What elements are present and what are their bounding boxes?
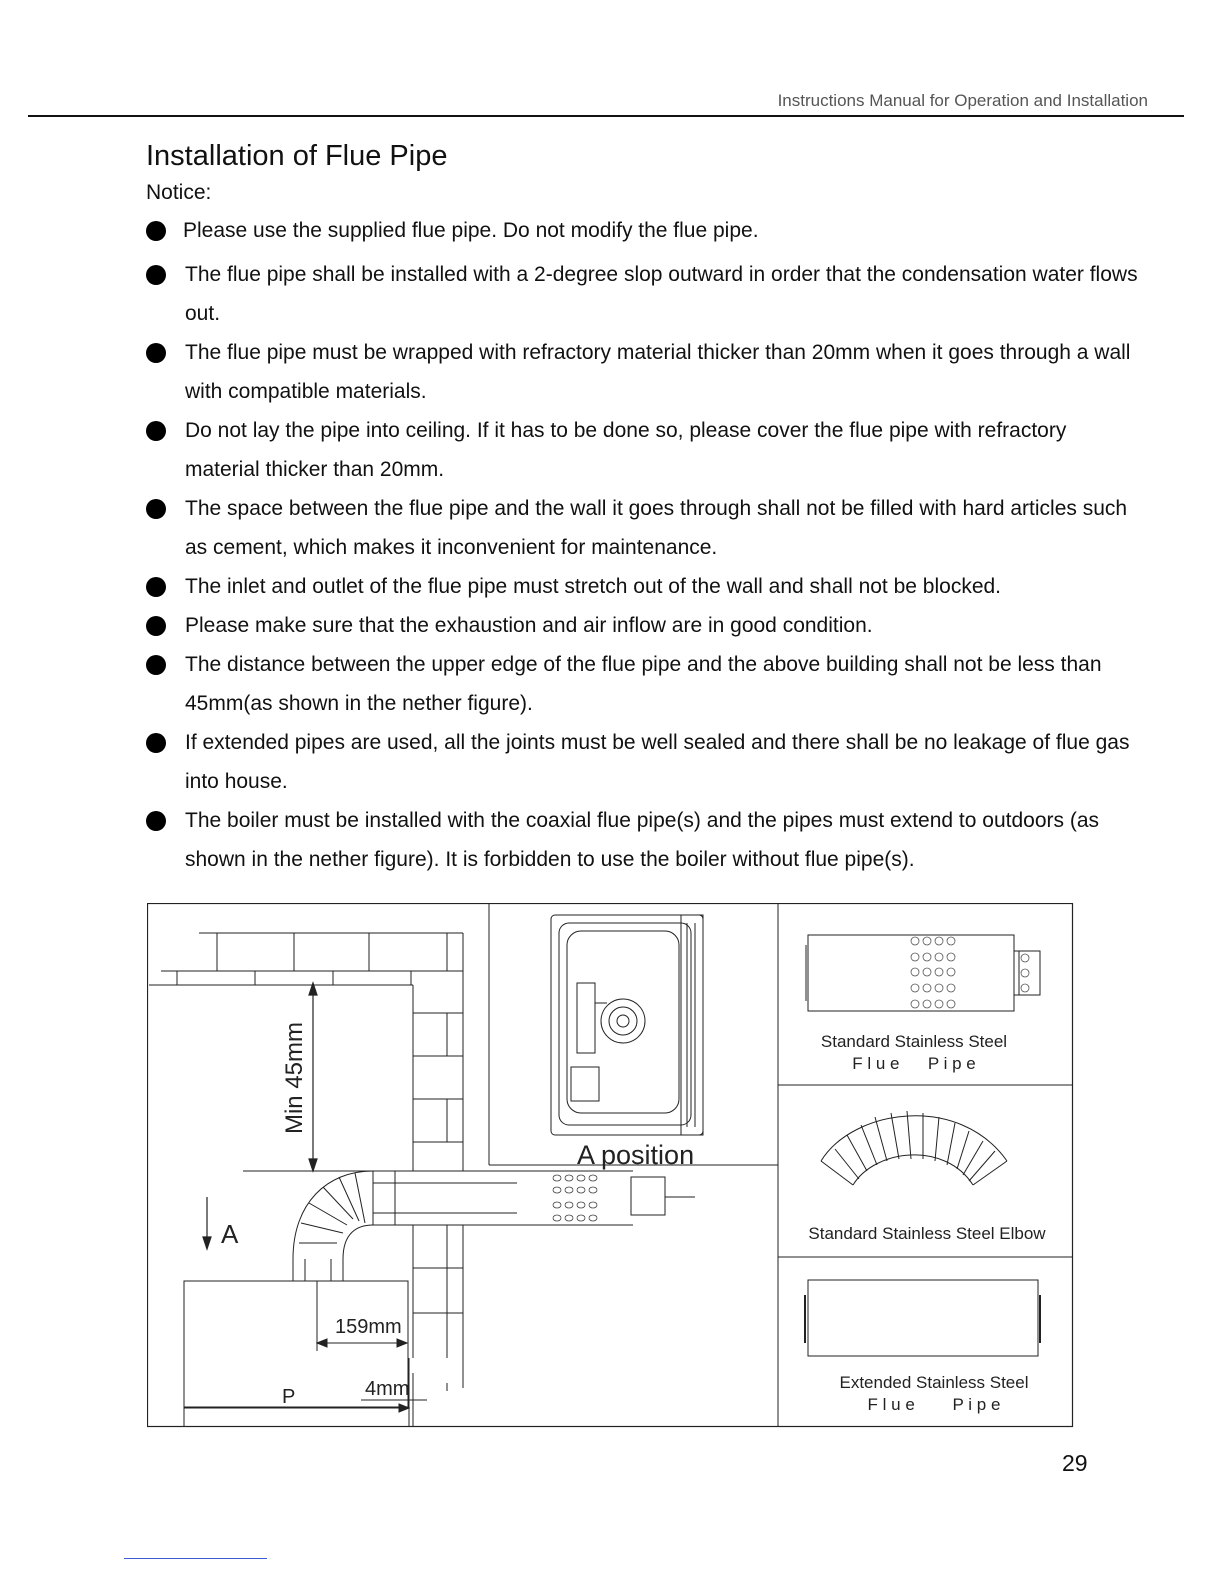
wall-drawing bbox=[149, 933, 463, 1391]
list-item-text: Please use the supplied flue pipe. Do not modify the flue pipe. bbox=[183, 219, 759, 242]
bullet-icon bbox=[146, 499, 166, 519]
list-item bbox=[146, 723, 1146, 801]
flue-installation-figure bbox=[147, 903, 1075, 1429]
header-rule bbox=[28, 115, 1184, 117]
bullet-icon bbox=[146, 421, 166, 441]
list-item-text: The flue pipe shall be installed with a 2-degree slop outward in order that the condensation water flows out. bbox=[185, 263, 1138, 325]
notice-label: Notice: bbox=[146, 181, 212, 204]
list-item-text: Please make sure that the exhaustion and air inflow are in good condition. bbox=[185, 614, 873, 637]
extended-pipe-drawing bbox=[805, 1280, 1040, 1356]
min-45mm-label: Min 45mm bbox=[281, 1021, 308, 1135]
a-arrow bbox=[203, 1197, 211, 1249]
pipe-vent-holes bbox=[553, 1175, 597, 1221]
list-item-text: The space between the flue pipe and the wall it goes through shall not be filled with hard articles such as cement, which makes it inconvenient for maintenance. bbox=[185, 497, 1128, 559]
list-item bbox=[146, 645, 1146, 723]
elbow-drawing bbox=[821, 1111, 1007, 1185]
list-item-text: If extended pipes are used, all the joints must be well sealed and there shall be no leakage of flue gas into house. bbox=[185, 731, 1130, 793]
standard-pipe-label-2: F l u e P i p e bbox=[852, 1054, 976, 1073]
bullet-icon bbox=[146, 577, 166, 597]
a-position-label: A position bbox=[577, 1140, 695, 1170]
dim-159mm-label: 159mm bbox=[335, 1316, 402, 1338]
elbow-label: Standard Stainless Steel Elbow bbox=[808, 1224, 1046, 1243]
a-label: A bbox=[221, 1219, 239, 1249]
standard-pipe-holes bbox=[911, 937, 1029, 1008]
list-item-text: The distance between the upper edge of the flue pipe and the above building shall not be less than 45mm(as shown in the nether figure). bbox=[185, 653, 1102, 715]
p-label: P bbox=[282, 1386, 296, 1408]
header-title: Instructions Manual for Operation and Installation bbox=[777, 91, 1148, 110]
bullet-icon bbox=[146, 221, 166, 241]
list-item bbox=[146, 801, 1146, 879]
flue-pipe-drawing bbox=[293, 1171, 695, 1281]
bullet-icon bbox=[146, 733, 166, 753]
boiler-front-view bbox=[551, 915, 703, 1135]
list-item-text: The flue pipe must be wrapped with refractory material thicker than 20mm when it goes through a wall with compatible materials. bbox=[185, 341, 1131, 403]
bullet-icon bbox=[146, 265, 166, 285]
min-45mm-dimension bbox=[309, 983, 317, 1171]
list-item bbox=[146, 211, 1146, 250]
list-item bbox=[146, 567, 1146, 606]
list-item bbox=[146, 333, 1146, 411]
list-item bbox=[146, 255, 1146, 333]
notice-list bbox=[146, 211, 1146, 879]
list-item bbox=[146, 606, 1146, 645]
list-item-text: Do not lay the pipe into ceiling. If it has to be done so, please cover the flue pipe with refractory material thicker than 20mm. bbox=[185, 419, 1067, 481]
page-number: 29 bbox=[1062, 1450, 1088, 1476]
list-item bbox=[146, 411, 1146, 489]
footer-link-line bbox=[124, 1558, 267, 1559]
extended-pipe-label-2: F l u e P i p e bbox=[867, 1395, 1001, 1414]
list-item bbox=[146, 489, 1146, 567]
standard-pipe-label-1: Standard Stainless Steel bbox=[820, 1032, 1008, 1051]
dim-4mm-label: 4mm bbox=[365, 1378, 410, 1400]
bullet-icon bbox=[146, 811, 166, 831]
bullet-icon bbox=[146, 655, 166, 675]
section-title: Installation of Flue Pipe bbox=[146, 140, 448, 172]
bullet-icon bbox=[146, 616, 166, 636]
bullet-icon bbox=[146, 343, 166, 363]
list-item-text: The boiler must be installed with the coaxial flue pipe(s) and the pipes must extend to outdoors (as shown in the nether figure). It is forbidden to use the boiler without flue pipe(s). bbox=[185, 809, 1100, 871]
extended-pipe-label-1: Extended Stainless Steel bbox=[839, 1373, 1029, 1392]
list-item-text: The inlet and outlet of the flue pipe must stretch out of the wall and shall not be blocked. bbox=[185, 575, 1002, 598]
